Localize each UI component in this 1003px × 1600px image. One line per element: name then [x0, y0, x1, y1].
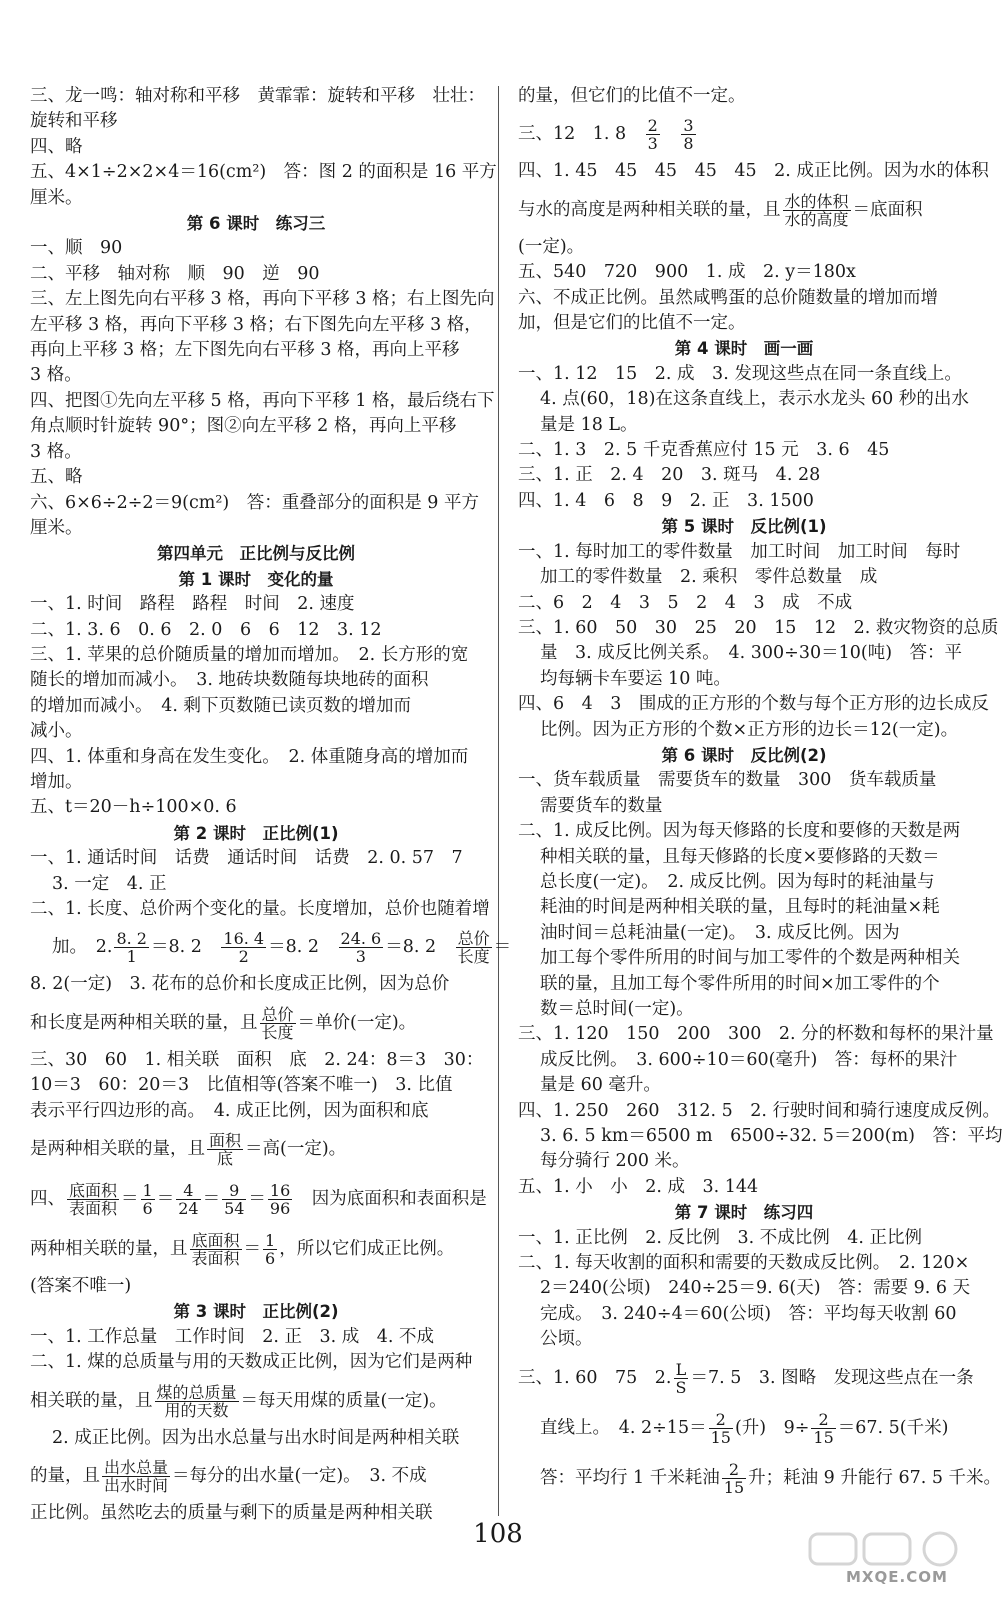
answer-line: 加工每个零件所用的时间与加工零件的个数是两种相关: [540, 948, 960, 969]
denominator: 3: [355, 947, 366, 967]
text-run: ＝每分的出水量(一定)。 3. 不成: [172, 1466, 427, 1487]
text-run: 两种相关联的量，且: [30, 1239, 188, 1260]
answer-line: 厘米。: [30, 517, 83, 538]
numerator: 3: [683, 116, 694, 136]
lesson-heading: 第 1 课时 变化的量: [178, 569, 334, 589]
denominator: 水的高度: [784, 209, 849, 229]
fraction-line: [30, 1451, 482, 1501]
text-run: [662, 124, 680, 144]
denominator: 54: [224, 1199, 245, 1219]
denominator: 6: [265, 1249, 276, 1269]
numerator: 底面积: [69, 1181, 118, 1201]
answer-line: 数＝总时间(一定)。: [540, 999, 694, 1019]
numerator: 2: [811, 1411, 835, 1429]
fraction: [268, 1182, 292, 1217]
text-run: ＝67. 5(千米): [837, 1417, 949, 1438]
fraction: [456, 930, 492, 965]
fraction-line: [518, 1353, 974, 1403]
answer-line: 二、6 2 4 3 5 2 4 3 成 不成: [518, 592, 853, 613]
answer-line: 二、1. 每天收割的面积和需要的天数成反比例。 2. 120×: [518, 1253, 970, 1274]
text-run: ＝单价(一定)。: [297, 1012, 417, 1033]
text-run: 加。 2.: [52, 937, 113, 958]
fraction: [811, 1411, 835, 1446]
answer-line: 10＝3 60：20＝3 比值相等(答案不唯一) 3. 比值: [30, 1075, 453, 1096]
lesson-heading: 第 7 课时 练习四: [674, 1203, 814, 1223]
numerator: 2: [722, 1461, 746, 1479]
answer-line: 三、1. 正 2. 4 20 3. 斑马 4. 28: [518, 465, 821, 486]
denominator: 出水时间: [104, 1476, 169, 1496]
numerator: 水的体积: [784, 191, 849, 211]
denominator: 24: [178, 1199, 199, 1219]
answer-line: 加，但是它们的比值不一定。: [518, 313, 746, 334]
numerator: 24. 6: [340, 929, 382, 949]
answer-line: 一、顺 90: [30, 238, 123, 259]
answer-line: 一、1. 通话时间 话费 通话时间 话费 2. 0. 57 7: [30, 848, 463, 869]
text-run: 直线上。 4. 2÷15＝: [540, 1417, 707, 1438]
fraction-line: [30, 1224, 482, 1274]
answer-line: 2. 成正比例。因为出水总量与出水时间是两种相关联: [52, 1427, 460, 1448]
text-run: ＝底面积: [852, 199, 923, 220]
text-run: ＝8. 2: [385, 937, 454, 958]
answer-line: 一、1. 每时加工的零件数量 加工时间 加工时间 每时: [518, 541, 961, 562]
text-run: ＝每天用煤的质量(一定)。: [240, 1390, 447, 1411]
fraction: [114, 930, 149, 965]
text-run: ＝8. 2: [150, 937, 220, 958]
answer-line: 联的量，且加工每个零件所用的时间×加工零件的个: [540, 973, 940, 994]
denominator: 96: [269, 1199, 291, 1219]
text-run: 四、: [30, 1189, 65, 1210]
fraction-line: [518, 109, 970, 159]
answer-line: 左平移 3 格，再向下平移 3 格；右下图先向左平移 3 格，: [30, 314, 482, 335]
denominator: 用的天数: [164, 1400, 229, 1420]
answer-line: 耗油的时间是两种相关联的量，且每时的耗油量×耗: [540, 897, 940, 918]
answer-line: 一、1. 12 15 2. 成 3. 发现这些点在同一条直线上。: [518, 363, 962, 384]
answer-line: 四、略: [30, 136, 83, 157]
right-column: [518, 84, 1003, 1503]
page-number: 108: [473, 1519, 523, 1549]
lesson-heading: 第 3 课时 正比例(2): [173, 1302, 339, 1322]
text-run: ＝7. 5 3. 图略 发现这些点在一条: [690, 1367, 974, 1388]
fraction: [646, 117, 660, 152]
fraction: [263, 1232, 277, 1267]
lesson-heading: 第 6 课时 练习三: [186, 214, 326, 234]
fraction: [709, 1411, 733, 1446]
text-run: 因为底面积和表面积是: [294, 1189, 487, 1210]
text-run: 答：平均行 1 千米耗油: [540, 1467, 720, 1488]
numerator: 底面积: [191, 1231, 240, 1251]
numerator: 面积: [209, 1131, 242, 1151]
answer-line: 三、龙一鸣：轴对称和平移 黄霏霏：旋转和平移 壮壮：: [30, 86, 485, 106]
answer-line: 完成。 3. 240÷4＝60(公顷) 答：平均每天收割 60: [540, 1303, 957, 1324]
numerator: 4: [176, 1182, 200, 1200]
answer-line: 一、货车载质量 需要货车的数量 300 货车载质量: [518, 770, 937, 791]
numerator: 9: [222, 1182, 246, 1200]
answer-line: 的量，但它们的比值不一定。: [518, 86, 746, 106]
left-column: [30, 84, 512, 1526]
fraction: [681, 117, 695, 152]
fraction: [339, 930, 384, 965]
answer-line: (一定)。: [518, 236, 585, 257]
answer-line: 五、t＝20－h÷100×0. 6: [30, 797, 237, 818]
fraction: [141, 1182, 155, 1217]
lesson-heading: 第 5 课时 反比例(1): [661, 517, 827, 537]
answer-line: 成反比例。 3. 600÷10＝60(毫升) 答：每杯的果汁: [540, 1049, 958, 1070]
answer-line: 正比例。虽然吃去的质量与剩下的质量是两种相关联: [30, 1503, 433, 1524]
text-run: ＝: [493, 937, 512, 958]
answer-line: 四、6 4 3 围成的正方形的个数与每个正方形的边长成反: [518, 694, 989, 715]
answer-line: 三、1. 60 50 30 25 20 15 12 2. 救灾物资的总质: [518, 617, 999, 638]
fraction: [222, 1182, 246, 1217]
answer-line: 减小。: [30, 721, 83, 742]
answer-line: 二、1. 3. 6 0. 6 2. 0 6 6 12 3. 12: [30, 619, 382, 640]
answer-line: 3. 一定 4. 正: [52, 873, 167, 894]
answer-line: 量是 60 毫升。: [540, 1075, 661, 1096]
answer-line: 3 格。: [30, 365, 82, 386]
fraction-line: [30, 1124, 482, 1174]
numerator: 出水总量: [104, 1458, 169, 1478]
fraction-line: [518, 1453, 1002, 1503]
lesson-heading: 第 2 课时 正比例(1): [173, 823, 339, 843]
text-run: ＝: [121, 1189, 139, 1210]
denominator: 底: [217, 1149, 234, 1169]
denominator: 表面积: [69, 1199, 118, 1219]
watermark-text: MXQE.COM: [846, 1568, 948, 1586]
denominator: 表面积: [191, 1249, 240, 1269]
fraction: [67, 1182, 119, 1217]
text-run: (升) 9÷: [734, 1417, 810, 1438]
answer-line: 增加。: [30, 771, 83, 792]
numerator: L: [674, 1361, 689, 1379]
answer-line: 随长的增加而减小。 3. 地砖块数随每块地砖的面积: [30, 670, 429, 691]
answer-line: 旋转和平移: [30, 111, 118, 132]
answer-line: 一、1. 工作总量 工作时间 2. 正 3. 成 4. 不成: [30, 1326, 435, 1347]
denominator: 1: [126, 947, 137, 967]
denominator: 15: [813, 1427, 834, 1447]
answer-line: 五、540 720 900 1. 成 2. y＝180x: [518, 262, 856, 283]
lesson-heading: 第 4 课时 画一画: [674, 339, 814, 359]
fraction-line: [30, 1174, 487, 1224]
text-run: 是两种相关联的量，且: [30, 1139, 205, 1160]
denominator: 6: [142, 1199, 153, 1219]
answer-line: 二、平移 轴对称 顺 90 逆 90: [30, 263, 320, 284]
numerator: 16: [269, 1181, 291, 1201]
fraction: [176, 1182, 200, 1217]
answer-line: 3. 6. 5 km＝6500 m 6500÷32. 5＝200(m) 答：平均: [540, 1126, 1003, 1147]
answer-line: 五、4×1÷2×2×4＝16(cm²) 答：图 2 的面积是 16 平方: [30, 162, 497, 183]
denominator: 8: [683, 134, 694, 154]
answer-line: 均每辆卡车要运 10 吨。: [540, 668, 731, 689]
denominator: 长度: [261, 1022, 294, 1042]
fraction-line: [518, 185, 970, 235]
answer-line: 油时间＝总耗油量(一定)。 3. 成反比例。因为: [540, 922, 900, 943]
denominator: 15: [710, 1427, 731, 1447]
fraction: [190, 1232, 242, 1267]
text-run: 三、12 1. 8: [518, 124, 644, 145]
answer-line: 角点顺时针旋转 90°；图②向左平移 2 格，再向上平移: [30, 416, 457, 437]
answer-line: 三、左上图先向右平移 3 格，再向下平移 3 格；右上图先向: [30, 289, 495, 310]
numerator: 16. 4: [223, 929, 265, 949]
denominator: 2: [238, 947, 249, 967]
answer-line: 三、30 60 1. 相关联 面积 底 2. 24：8＝3 30：: [30, 1049, 484, 1070]
text-run: 的量，且: [30, 1466, 100, 1487]
column-divider: [498, 86, 499, 1516]
fraction: [155, 1384, 239, 1419]
answer-line: 种相关联的量，且每天修路的长度×要修路的天数＝: [540, 846, 940, 867]
denominator: 15: [723, 1477, 745, 1497]
numerator: 2: [647, 116, 658, 136]
numerator: 总价: [457, 929, 490, 949]
answer-line: 三、1. 120 150 200 300 2. 分的杯数和每杯的果汁量: [518, 1024, 994, 1045]
answer-line: 二、1. 长度、总价两个变化的量。长度增加，总价也随着增: [30, 899, 490, 919]
denominator: 长度: [457, 947, 490, 967]
answer-line: 二、1. 煤的总质量与用的天数成正比例，因为它们是两种: [30, 1352, 473, 1373]
fraction: [221, 930, 266, 965]
answer-line: 再向上平移 3 格；左下图先向右平移 3 格，再向上平移: [30, 340, 460, 361]
text-run: 升；耗油 9 升能行 67. 5 千米。: [748, 1467, 1002, 1488]
text-run: ＝: [156, 1189, 175, 1210]
answer-line: 4. 点(60，18)在这条直线上，表示水龙头 60 秒的出水: [540, 389, 969, 410]
numerator: 8. 2: [116, 929, 147, 949]
answer-line: 一、1. 正比例 2. 反比例 3. 不成比例 4. 正比例: [518, 1227, 923, 1248]
answer-line: 二、1. 成反比例。因为每天修路的长度和要修的天数是两: [518, 821, 961, 842]
fraction-line: [518, 1403, 970, 1453]
text-run: 三、1. 60 75 2.: [518, 1367, 672, 1388]
answer-line: 二、1. 3 2. 5 千克香蕉应付 15 元 3. 6 45: [518, 440, 890, 461]
answer-line: (答案不唯一): [30, 1276, 132, 1297]
answer-line: 六、6×6÷2÷2＝9(cm²) 答：重叠部分的面积是 9 平方: [30, 492, 479, 513]
answer-line: 一、1. 时间 路程 路程 时间 2. 速度: [30, 594, 355, 615]
fraction: [102, 1459, 170, 1494]
fraction: [207, 1132, 243, 1167]
numerator: 2: [709, 1411, 733, 1429]
answer-line: 四、把图①先向左平移 5 格，再向下平移 1 格，最后绕右下: [30, 390, 495, 411]
text-run: 相关联的量，且: [30, 1390, 153, 1411]
answer-line: 量是 18 L。: [540, 414, 638, 435]
text-run: ＝: [243, 1239, 262, 1260]
answer-line: 三、1. 苹果的总价随质量的增加而增加。 2. 长方形的宽: [30, 644, 469, 665]
answer-line: 的增加而减小。 4. 剩下页数随已读页数的增加而: [30, 695, 412, 716]
text-run: 和长度是两种相关联的量，且: [30, 1012, 258, 1033]
answer-line: 量 3. 成反比例关系。 4. 300÷30＝10(吨) 答：平: [540, 643, 963, 664]
answer-line: 四、1. 体重和身高在发生变化。 2. 体重随身高的增加而: [30, 746, 469, 767]
fraction: [783, 193, 851, 228]
text-run: ＝: [202, 1189, 221, 1210]
answer-line: 比例。因为正方形的个数×正方形的边长＝12(一定)。: [540, 719, 959, 740]
answer-line: 总长度(一定)。 2. 成反比例。因为每时的耗油量与: [540, 871, 935, 892]
unit-heading: 第四单元 正比例与反比例: [157, 544, 355, 564]
numerator: 煤的总质量: [156, 1382, 237, 1402]
answer-line: 五、略: [30, 467, 83, 488]
answer-line: 2＝240(公顷) 240÷25＝9. 6(天) 答：需要 9. 6 天: [540, 1278, 971, 1299]
answer-line: 公顷。: [540, 1329, 593, 1350]
numerator: 总价: [261, 1004, 294, 1024]
answer-line: 五、1. 小 小 2. 成 3. 144: [518, 1176, 759, 1197]
fraction: [674, 1361, 689, 1396]
answer-line: 8. 2(一定) 3. 花布的总价和长度成正比例，因为总价: [30, 974, 450, 995]
numerator: 1: [265, 1231, 276, 1251]
fraction-line: [30, 922, 512, 972]
answer-line: 四、1. 4 6 8 9 2. 正 3. 1500: [518, 490, 814, 511]
denominator: 3: [647, 134, 658, 154]
answer-line: 四、1. 250 260 312. 5 2. 行驶时间和骑行速度成反例。: [518, 1100, 1000, 1121]
answer-line: 3 格。: [30, 441, 82, 462]
text-run: ＝高(一定)。: [245, 1139, 347, 1160]
answer-line: 需要货车的数量: [540, 795, 663, 816]
text-run: ，所以它们成正比例。: [279, 1239, 455, 1260]
answer-line: 每分骑行 200 米。: [540, 1151, 690, 1172]
text-run: ＝8. 2: [268, 937, 337, 958]
fraction-line: [30, 998, 482, 1048]
fraction: [722, 1461, 746, 1496]
answer-line: 六、不成正比例。虽然咸鸭蛋的总价随数量的增加而增: [518, 287, 938, 308]
fraction-line: [30, 1376, 482, 1426]
text-run: 与水的高度是两种相关联的量，且: [518, 199, 781, 220]
answer-line: 四、1. 45 45 45 45 45 2. 成正比例。因为水的体积: [518, 161, 989, 182]
denominator: S: [675, 1377, 687, 1397]
answer-line: 加工的零件数量 2. 乘积 零件总数量 成: [540, 567, 878, 588]
answer-line: 表示平行四边形的高。 4. 成正比例，因为面积和底: [30, 1100, 429, 1121]
lesson-heading: 第 6 课时 反比例(2): [661, 745, 827, 765]
answer-line: 厘米。: [30, 187, 83, 208]
numerator: 1: [142, 1181, 153, 1201]
text-run: ＝: [248, 1189, 266, 1210]
fraction: [260, 1006, 296, 1041]
